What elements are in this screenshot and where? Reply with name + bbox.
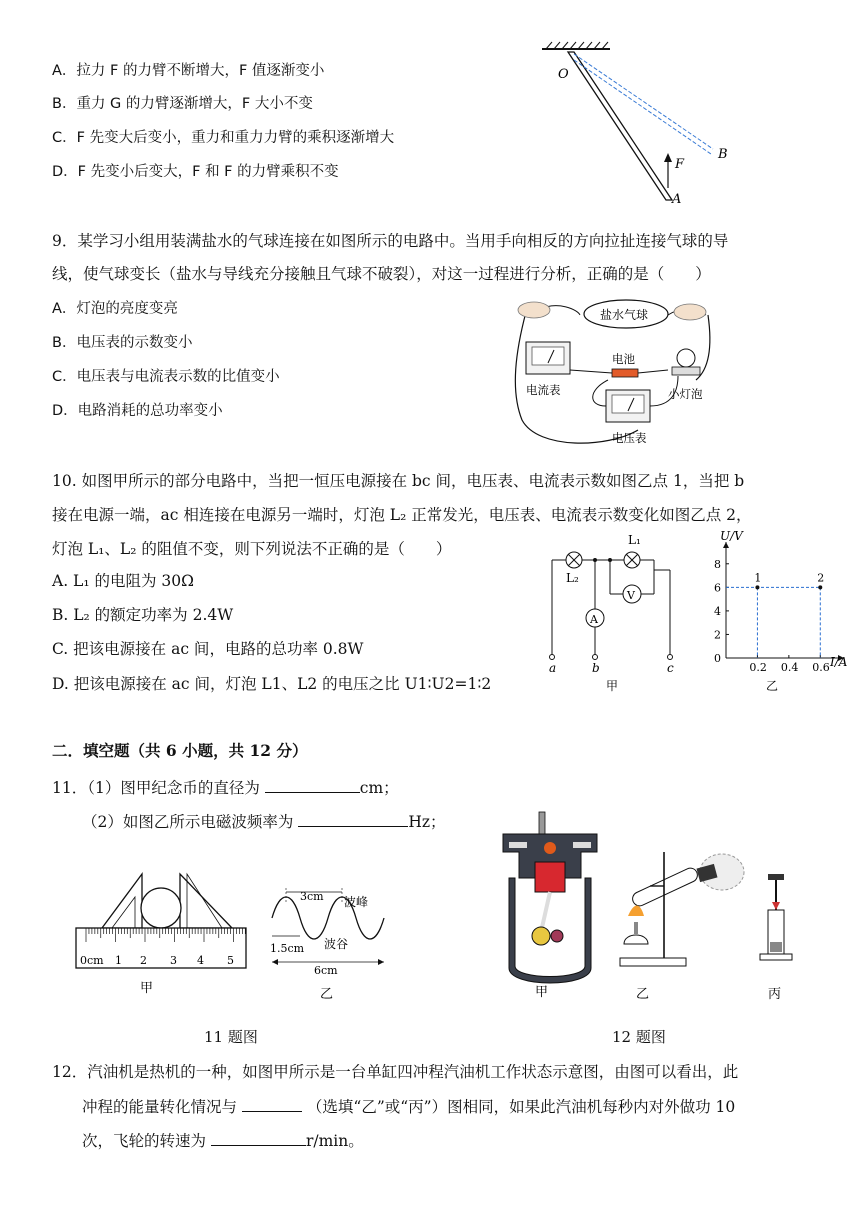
q10-stem-line2: 接在电源一端，ac 相连接在电源另一端时，灯泡 L₂ 正常发光，电压表、电流表示数变化如图乙点 2， [52, 506, 752, 524]
graph-point-1 [755, 585, 759, 589]
wave-peak-label: 波峰 [344, 895, 369, 909]
q10-option-b: B. L₂ 的额定功率为 2.4W [52, 606, 234, 624]
wave-figure [262, 880, 412, 1000]
ruler-tick-5: 5 [227, 954, 234, 967]
balloon-circuit-figure [508, 290, 718, 455]
graph-point-2 [818, 585, 822, 589]
label-b: B [718, 147, 728, 162]
right-hand-icon [674, 304, 706, 320]
q9-option-d: D．电路消耗的总功率变小 [52, 403, 223, 419]
graph-x-tick: 0.4 [780, 661, 799, 674]
wave-bottom-label: 6cm [314, 964, 338, 977]
ruler-tick-3: 3 [170, 954, 177, 967]
l1-label: L₁ [628, 533, 641, 547]
balloon-label: 盐水气球 [600, 308, 649, 322]
q12-line1: 12．汽油机是热机的一种，如图甲所示是一台单缸四冲程汽油机工作状态示意图，由图可以看出，此 [52, 1063, 739, 1081]
graph-x-tick: 0.2 [749, 661, 767, 674]
q11-part1-unit: cm； [359, 779, 399, 797]
engine-caption: 甲 [535, 985, 549, 998]
q12-figure-caption: 12 题图 [612, 1028, 666, 1046]
q9-stem-line2: 线，使气球变长（盐水与导线充分接触且气球不破裂），对这一过程进行分析，正确的是（ ） [52, 265, 711, 283]
q11-part1-text: 11．（1）图甲纪念币的直径为 [52, 779, 260, 797]
q10-option-c: C. 把该电源接在 ac 间，电路的总功率 0.8W [52, 640, 364, 658]
wave-left-label: 1.5cm [270, 942, 305, 955]
graph-xlabel: I/A [830, 655, 848, 669]
terminal-a: a [549, 661, 557, 675]
q12-line2-prefix: 冲程的能量转化情况与 [82, 1098, 238, 1116]
a-meter-label: A [590, 613, 598, 626]
q11-part2-unit: Hz； [408, 813, 446, 831]
q12-line2-suffix: （选填“乙”或“丙”）图相同，如果此汽油机每秒内对外做功 10 [306, 1098, 736, 1116]
ruler-tick-1: 1 [115, 954, 122, 967]
flame-icon [628, 906, 644, 917]
ruler-tick-4: 4 [197, 954, 204, 967]
q12-line3-suffix: r/min。 [305, 1132, 364, 1150]
test-tube-figure [600, 840, 750, 1000]
air-compression-caption: 丙 [768, 987, 782, 1000]
battery-label: 电池 [612, 352, 635, 366]
battery-icon [612, 369, 638, 377]
ruler-caption: 甲 [140, 981, 154, 996]
graph-y-tick: 4 [714, 604, 721, 618]
q10-ui-graph [700, 528, 860, 696]
terminal-b: b [592, 661, 600, 675]
graph-y-tick: 6 [714, 581, 721, 595]
q9-option-c: C．电压表与电流表示数的比值变小 [52, 369, 280, 385]
graph-point-label-2: 2 [817, 571, 825, 585]
q12-line3 [82, 1129, 364, 1152]
ammeter-label: 电流表 [526, 383, 561, 397]
label-o: O [558, 67, 569, 82]
graph-y-tick: 0 [714, 652, 721, 665]
lever-figure [530, 40, 740, 210]
graph-point-label-1: 1 [754, 571, 762, 585]
label-f: F [675, 157, 685, 172]
section2-title: 二．填空题（共 6 小题，共 12 分） [52, 741, 308, 760]
wave-trough-label: 波谷 [324, 937, 349, 951]
v-meter-label: V [627, 589, 635, 602]
terminal-c: c [667, 661, 674, 675]
q12-line2 [82, 1095, 735, 1118]
q10-stem-line1: 10. 如图甲所示的部分电路中，当把一恒压电源接在 bc 间，电压表、电流表示数如图乙点 1，当把 b [52, 472, 745, 490]
q12-blank2[interactable] [211, 1129, 306, 1146]
wave-top-label: 3cm [300, 890, 324, 903]
graph-caption: 乙 [766, 679, 779, 693]
wave-caption: 乙 [320, 987, 334, 1000]
q9-stem-line1: 9．某学习小组用装满盐水的气球连接在如图所示的电路中。当用手向相反的方向拉扯连接气球的导 [52, 232, 729, 250]
q8-option-d: D．F 先变小后变大，F 和 F 的力臂乘积不变 [52, 164, 339, 180]
coin-icon [141, 888, 181, 928]
q12-line3-prefix: 次，飞轮的转速为 [82, 1132, 207, 1150]
graph-x-tick: 0.6 [812, 661, 830, 674]
spark-icon [544, 842, 556, 854]
ruler-tick-2: 2 [140, 954, 147, 967]
crank-icon [532, 927, 550, 945]
voltmeter-label: 电压表 [612, 431, 647, 445]
q11-part2 [82, 810, 446, 833]
q10-option-d: D. 把该电源接在 ac 间，灯泡 L1、L2 的电压之比 U1∶U2=1∶2 [52, 675, 492, 693]
q9-option-b: B．电压表的示数变小 [52, 335, 193, 351]
graph-ylabel: U/V [720, 529, 743, 543]
label-a: A [672, 192, 682, 207]
q11-blank2[interactable] [298, 810, 408, 827]
q8-option-c: C．F 先变大后变小，重力和重力力臂的乘积逐渐增大 [52, 130, 395, 146]
piston-icon [535, 862, 565, 892]
l2-label: L₂ [566, 571, 579, 585]
q8-option-b: B．重力 G 的力臂逐渐增大，F 大小不变 [52, 96, 313, 112]
bulb-icon [677, 349, 695, 367]
q9-option-a: A．灯泡的亮度变亮 [52, 301, 178, 317]
q10-option-a: A. L₁ 的电阻为 30Ω [52, 572, 194, 590]
engine-figure [495, 808, 605, 998]
air-compression-figure [750, 870, 810, 1000]
q11-blank1[interactable] [265, 776, 360, 793]
ruler-tick-0: 0cm [80, 954, 104, 967]
q11-figure-caption: 11 题图 [204, 1028, 258, 1046]
coin-ruler-figure [72, 870, 252, 1000]
test-tube-icon [630, 866, 699, 908]
circuit-caption: 甲 [606, 679, 619, 693]
q11-part2-text: （2）如图乙所示电磁波频率为 [82, 813, 294, 831]
q10-circuit-figure [540, 530, 700, 695]
test-tube-caption: 乙 [636, 987, 650, 1000]
bulb-label: 小灯泡 [668, 387, 703, 401]
graph-y-tick: 8 [714, 557, 721, 571]
q8-option-a: A．拉力 F 的力臂不断增大，F 值逐渐变小 [52, 63, 325, 79]
left-hand-icon [518, 302, 550, 318]
graph-y-tick: 2 [714, 628, 721, 642]
q11-part1 [52, 776, 399, 799]
q10-stem-line3: 灯泡 L₁、L₂ 的阻值不变，则下列说法不正确的是（ ） [52, 540, 452, 558]
q12-blank1[interactable] [242, 1095, 302, 1112]
